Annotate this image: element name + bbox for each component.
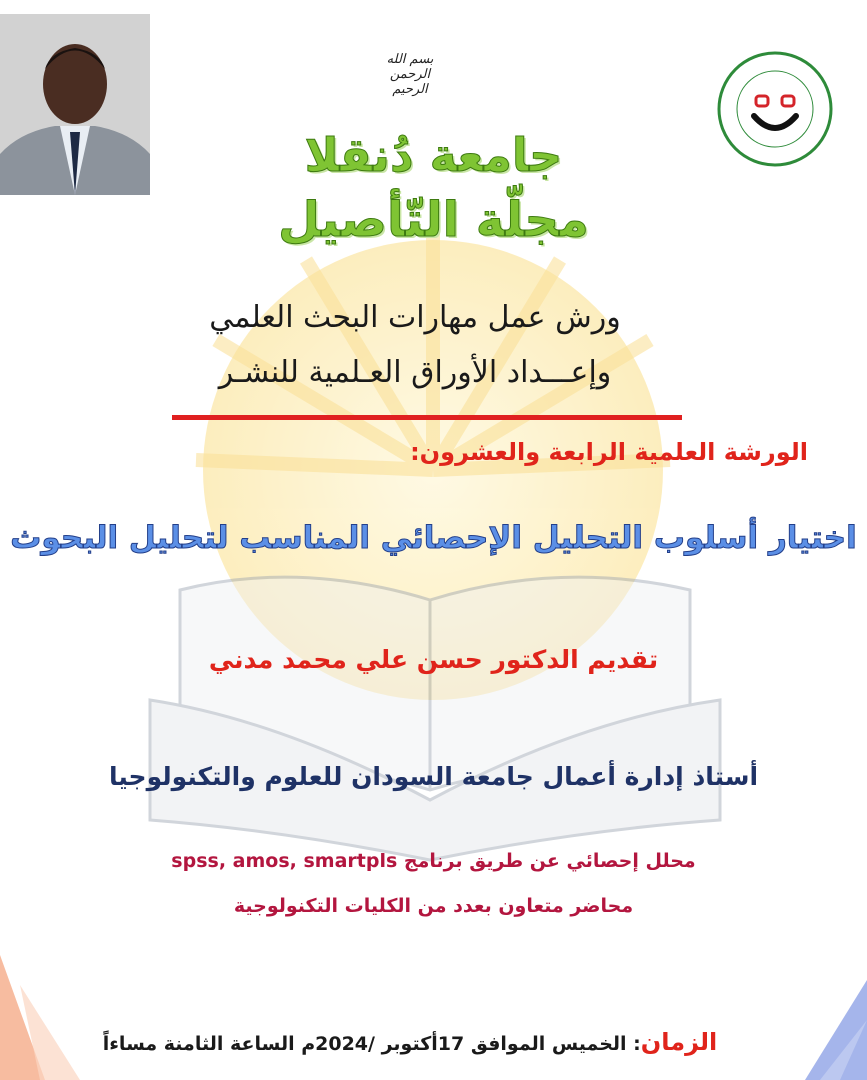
journal-title: مجلّة التّأصيل <box>278 192 589 248</box>
presenter-description-1: محلل إحصائي عن طريق برنامج spss, amos, smartpls <box>171 850 696 872</box>
series-title-line2: وإعـــداد الأوراق العـلمية للنشـر <box>218 355 612 390</box>
schedule-label: الزمان <box>640 1028 718 1056</box>
open-book-watermark <box>150 577 720 860</box>
bismillah-calligraphy: بسم الله الرحمن الرحيم <box>386 52 434 97</box>
presenter-name: تقديم الدكتور حسن علي محمد مدني <box>208 645 659 674</box>
presenter-position: أستاذ إدارة أعمال جامعة السودان للعلوم والتكنولوجيا <box>108 762 759 791</box>
series-title-line1: ورش عمل مهارات البحث العلمي <box>209 300 621 335</box>
schedule-value: : الخميس الموافق 17أكتوبر /2024م الساعة الثامنة مساءاً <box>102 1033 641 1055</box>
university-title: جامعة دُنقلا <box>304 128 563 182</box>
presenter-description-2: محاضر متعاون بعدد من الكليات التكنولوجية <box>233 895 634 917</box>
title-underline <box>172 415 682 420</box>
schedule-line <box>0 1028 820 1056</box>
workshop-topic: اختيار أسلوب التحليل الإحصائي المناسب لتحليل البحوث <box>10 520 857 556</box>
workshop-number: الورشة العلمية الرابعة والعشرون: <box>410 438 808 466</box>
